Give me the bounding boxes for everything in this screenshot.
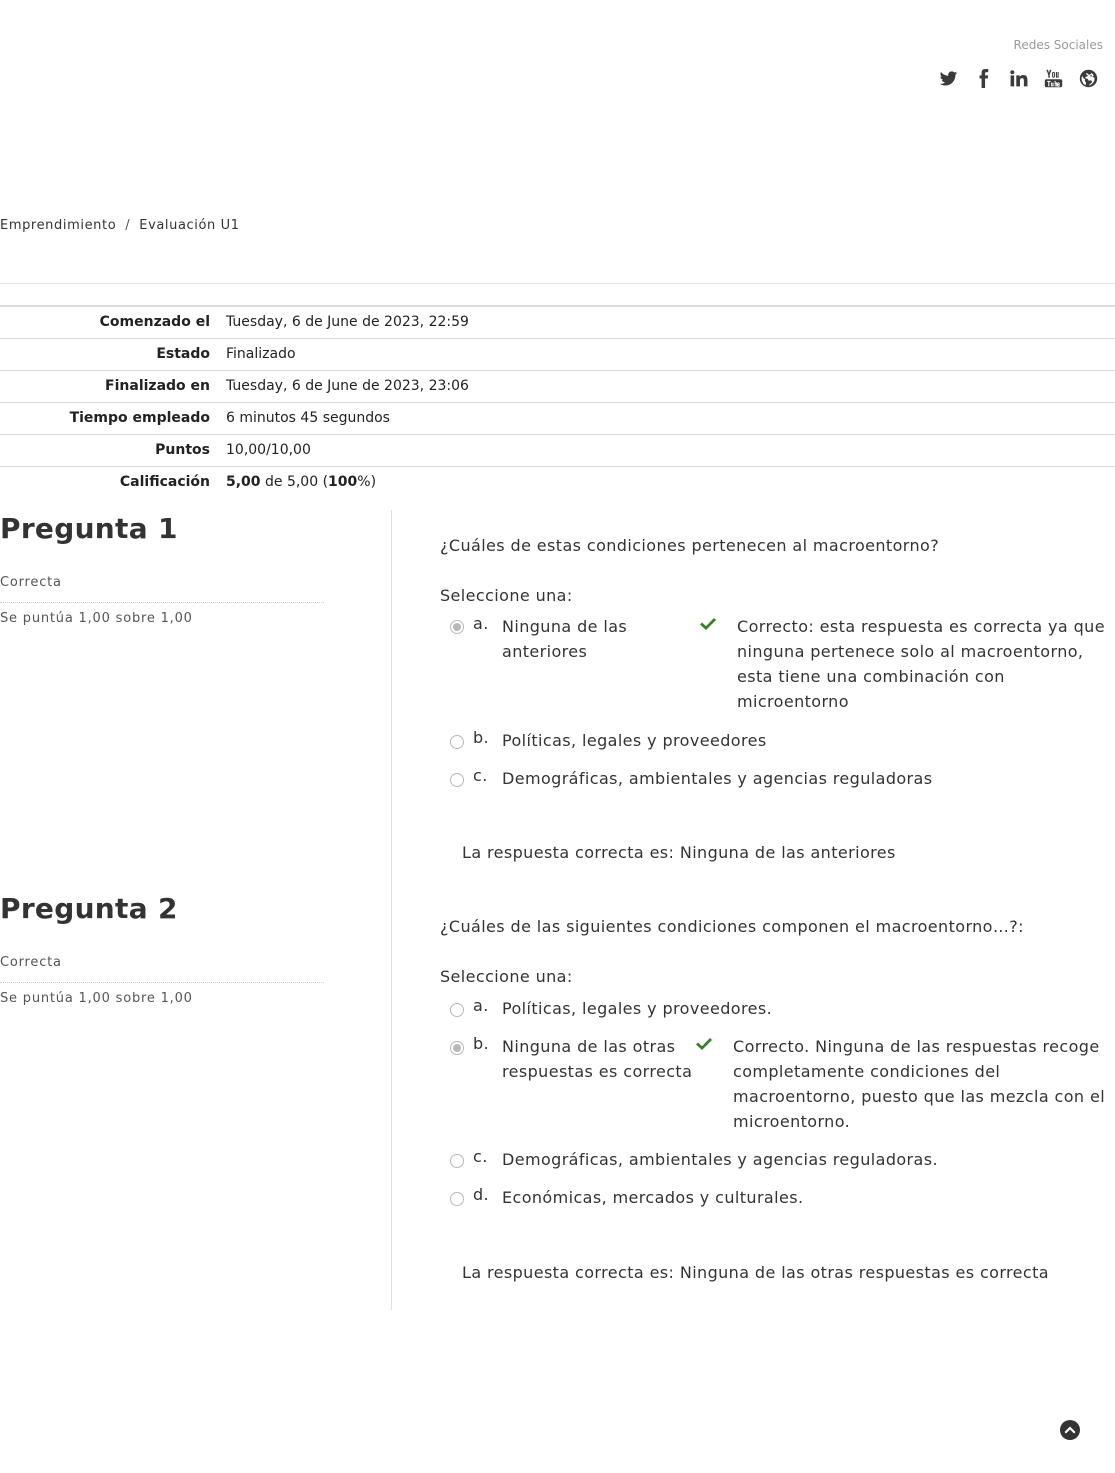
question-1-info <box>0 512 324 626</box>
question-prompt: Seleccione una: <box>440 967 573 986</box>
check-icon <box>696 1036 712 1050</box>
social-title: Redes Sociales <box>1013 38 1103 52</box>
option-letter: a. <box>473 996 489 1015</box>
option-radio[interactable] <box>450 773 464 787</box>
grade-score: 5,00 <box>226 474 261 490</box>
option-text: Ninguna de las otras respuestas es correcta <box>502 1037 693 1081</box>
option-text: Demográficas, ambientales y agencias reguladoras. <box>502 1150 938 1169</box>
question-text: ¿Cuáles de las siguientes condiciones componen el macroentorno…?: <box>440 917 1024 936</box>
summary-row-grade <box>0 467 1115 499</box>
social-icons <box>938 66 1099 90</box>
twitter-icon[interactable] <box>938 66 959 90</box>
summary-label: Tiempo empleado <box>69 410 210 426</box>
option-radio[interactable] <box>450 620 464 634</box>
option-letter: c. <box>473 1147 488 1166</box>
option-text: Políticas, legales y proveedores. <box>502 999 773 1018</box>
option-letter: c. <box>473 766 488 785</box>
question-prompt: Seleccione una: <box>440 586 573 605</box>
option-letter: d. <box>473 1185 490 1204</box>
option-text: Políticas, legales y proveedores <box>502 731 767 750</box>
right-answer: La respuesta correcta es: Ninguna de las otras respuestas es correcta <box>462 1263 1050 1282</box>
question-state: Correcta <box>0 575 324 603</box>
globe-icon[interactable] <box>1078 66 1099 90</box>
breadcrumb-item-course[interactable]: Emprendimiento <box>0 218 117 233</box>
option-text: Ninguna de las anteriores <box>502 617 628 661</box>
option-letter: b. <box>473 728 490 747</box>
option-radio[interactable] <box>450 735 464 749</box>
option-radio[interactable] <box>450 1154 464 1168</box>
option-letter: a. <box>473 614 489 633</box>
summary-row-finished <box>0 371 1115 403</box>
summary-value: 10,00/10,00 <box>226 442 311 458</box>
question-2-info <box>0 892 324 1006</box>
grade-end: %) <box>357 474 377 490</box>
back-to-top-button[interactable] <box>1060 1420 1080 1440</box>
summary-value: Finalizado <box>226 346 296 362</box>
question-title: Pregunta 1 <box>0 512 178 545</box>
summary-value <box>218 467 1115 499</box>
chevron-up-icon <box>1064 1424 1076 1436</box>
breadcrumb-separator: / <box>125 218 131 233</box>
option-feedback: Correcto. Ninguna de las respuestas recoge completamente condiciones del macroentorno, puesto que las mezcla con el microentorno. <box>733 1037 1106 1131</box>
option-radio[interactable] <box>450 1041 464 1055</box>
summary-label: Finalizado en <box>105 378 210 394</box>
option-text: Económicas, mercados y culturales. <box>502 1188 804 1207</box>
column-divider <box>391 510 392 1310</box>
right-answer: La respuesta correcta es: Ninguna de las anteriores <box>462 843 896 862</box>
summary-row-time <box>0 403 1115 435</box>
summary-row-state <box>0 339 1115 371</box>
question-grade: Se puntúa 1,00 sobre 1,00 <box>0 611 193 626</box>
youtube-icon[interactable] <box>1043 66 1064 90</box>
summary-value: Tuesday, 6 de June de 2023, 22:59 <box>226 314 469 330</box>
summary-label: Calificación <box>119 474 210 490</box>
breadcrumb <box>0 218 240 233</box>
option-feedback: Correcto: esta respuesta es correcta ya que ninguna pertenece solo al macroentorno, esta tiene una combinación con microentorno <box>737 617 1105 711</box>
question-grade: Se puntúa 1,00 sobre 1,00 <box>0 991 193 1006</box>
divider <box>0 283 1115 284</box>
summary-value: 6 minutos 45 segundos <box>226 410 390 426</box>
summary-label: Puntos <box>155 442 210 458</box>
breadcrumb-item-quiz[interactable]: Evaluación U1 <box>139 218 240 233</box>
attempt-summary-table <box>0 305 1115 498</box>
summary-row-started <box>0 306 1115 339</box>
question-1-content <box>440 534 1110 607</box>
summary-row-points <box>0 435 1115 467</box>
question-2-content <box>440 915 1110 988</box>
option-letter: b. <box>473 1034 490 1053</box>
option-text: Demográficas, ambientales y agencias reguladoras <box>502 769 933 788</box>
option-radio[interactable] <box>450 1003 464 1017</box>
summary-label: Estado <box>156 346 210 362</box>
summary-label: Comenzado el <box>99 314 210 330</box>
facebook-icon[interactable] <box>973 66 994 90</box>
summary-value: Tuesday, 6 de June de 2023, 23:06 <box>226 378 469 394</box>
grade-mid: de 5,00 ( <box>260 474 329 490</box>
question-text: ¿Cuáles de estas condiciones pertenecen al macroentorno? <box>440 536 940 555</box>
question-state: Correcta <box>0 955 324 983</box>
check-icon <box>700 616 716 630</box>
linkedin-icon[interactable] <box>1008 66 1029 90</box>
option-radio[interactable] <box>450 1192 464 1206</box>
question-title: Pregunta 2 <box>0 892 178 925</box>
grade-percent: 100 <box>328 474 358 490</box>
